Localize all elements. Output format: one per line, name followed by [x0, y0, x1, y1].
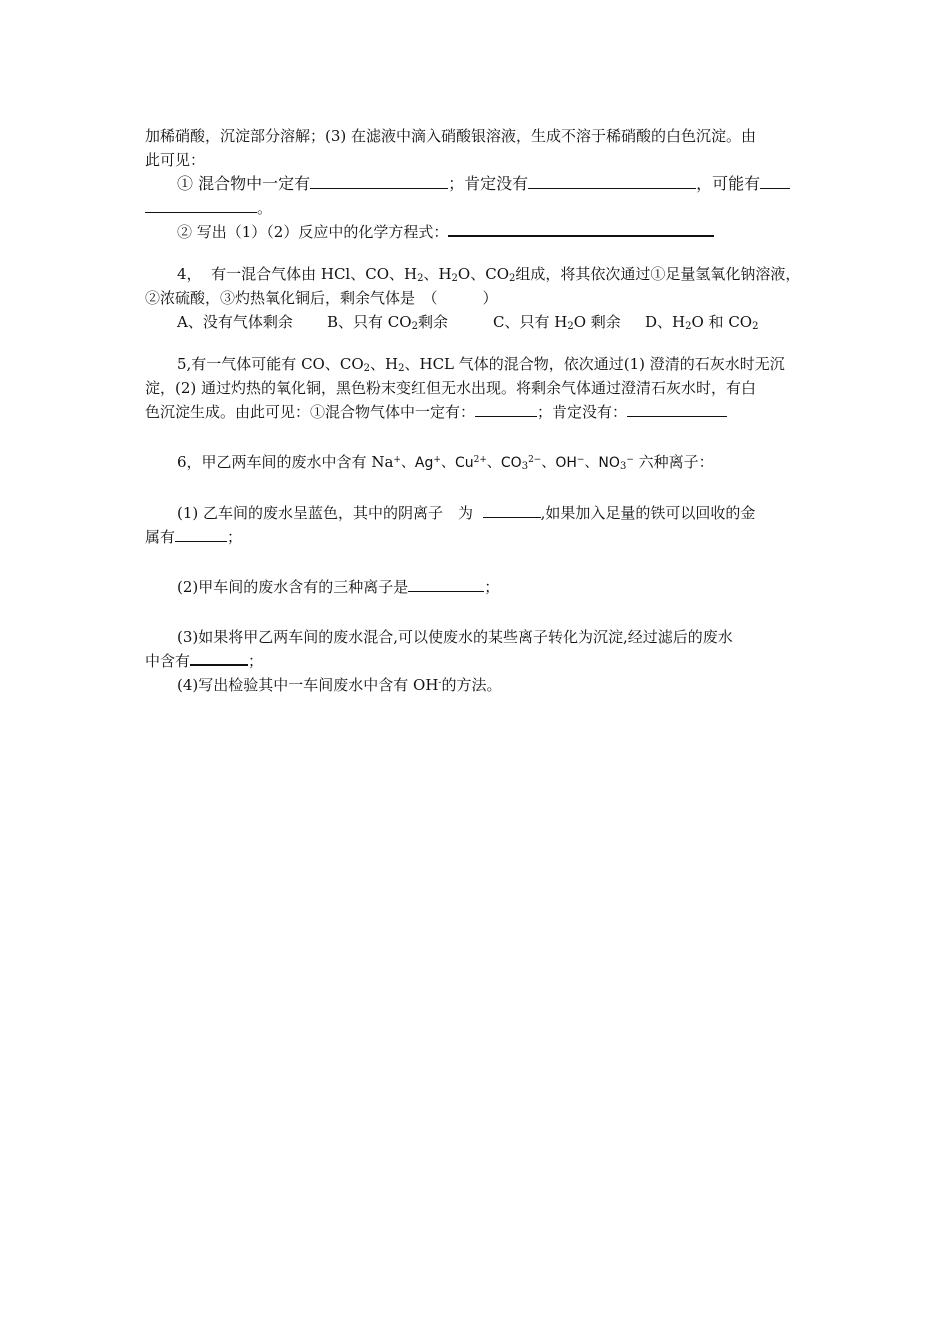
q4-option-c	[493, 310, 645, 334]
q5-text-b: 、H	[370, 355, 399, 373]
q6-part1	[145, 501, 817, 525]
blank-q5-certain	[475, 402, 537, 417]
q3-item2-label: ② 写出（1）（2）反应中的化学方程式：	[177, 223, 449, 241]
q6-intro-a: 6，甲乙两车间的废水中含有 Na	[177, 453, 394, 471]
q6-part1-a: (1) 乙车间的废水呈蓝色，其中的阴离子 为	[177, 504, 474, 522]
q6-intro-c: 、Cu	[440, 455, 474, 471]
q3-item2	[145, 220, 817, 244]
q6-part4-a: (4)写出检验其中一车间废水中含有 OH	[177, 676, 439, 694]
blank-q5-absent	[627, 402, 727, 417]
sub: 2	[752, 321, 759, 332]
sup: 2+	[473, 455, 487, 465]
sup: +	[393, 455, 401, 465]
q4-text-b: 、H	[423, 265, 452, 283]
sub: 2	[363, 363, 371, 374]
q3-item1-label-c: ，可能有	[696, 174, 761, 193]
blank-anions	[483, 503, 541, 518]
q5-line3	[145, 400, 817, 424]
q6-part3: (3)如果将甲乙两车间的废水混合,可以使废水的某些离子转化为沉淀,经过滤后的废水	[177, 628, 733, 646]
q6-part1-b: ,如果加入足量的铁可以回收的金	[540, 504, 756, 522]
q6-part2-a: (2)甲车间的废水含有的三种离子是	[177, 578, 409, 596]
spacer	[145, 244, 817, 262]
q4-option-b-text2: 剩余	[417, 313, 448, 331]
q4-option-b	[327, 310, 493, 334]
q4-option-d-text2: O 和 CO	[691, 313, 753, 331]
q4-text-a: 有一混合气体由 HCl、CO、H	[211, 265, 418, 283]
document-page	[145, 124, 817, 697]
q4-option-d-text: D、H	[645, 313, 686, 331]
q6-part3-c: ；	[248, 652, 264, 670]
q3-line1: 加稀硝酸，沉淀部分溶解；(3) 在滤液中滴入硝酸银溶液，生成不溶于稀硝酸的白色沉淀。由	[145, 127, 757, 145]
q5-text-a: 5,有一气体可能有 CO、CO	[177, 355, 364, 373]
q6-intro	[145, 450, 817, 475]
blank-possible	[760, 174, 790, 189]
q3-item1-label-b: ；肯定没有	[448, 174, 529, 193]
spacer	[145, 424, 817, 450]
q4-options	[145, 310, 817, 334]
sub: 2	[509, 273, 516, 284]
q6-part4	[145, 673, 817, 697]
q4-option-a: A、没有气体剩余	[177, 313, 293, 331]
spacer	[145, 549, 817, 575]
q6-part2	[145, 575, 817, 599]
spacer	[145, 475, 817, 501]
q6-part1-d: ；	[227, 528, 243, 546]
q4-number: 4，	[177, 265, 202, 283]
q6-part4-b: 的方法。	[441, 676, 502, 694]
blank-equation	[448, 221, 714, 237]
sup: -	[438, 678, 442, 688]
sup: −	[626, 455, 634, 465]
blank-metals	[175, 527, 227, 542]
q4-option-c-text: C、只有 H	[493, 313, 568, 331]
q3-item1-cont	[145, 196, 817, 220]
q4-line1	[145, 262, 817, 286]
sup: −	[576, 455, 585, 465]
q6-intro-d: 、CO	[486, 455, 522, 471]
q6-part3-b: 中含有	[145, 652, 191, 670]
sub: 2	[417, 273, 424, 284]
q5-line3-b: ；肯定没有：	[537, 403, 628, 421]
sub: 2	[567, 321, 574, 332]
sup: +	[433, 455, 441, 465]
spacer	[145, 599, 817, 625]
q6-intro-g: 六种离子：	[638, 453, 714, 471]
q5-line1	[145, 352, 817, 376]
q5-line2: 淀，(2) 通过灼热的氧化铜，黑色粉末变红但无水出现。将剩余气体通过澄清石灰水时，有白	[145, 379, 757, 397]
sub: 2	[451, 273, 458, 284]
spacer	[145, 334, 817, 352]
q3-item1-end: 。	[257, 199, 273, 217]
sub: 3	[619, 461, 627, 472]
sup: 2−	[528, 455, 542, 465]
q6-intro-f: 、NO	[584, 455, 620, 471]
q6-part1-c: 属有	[145, 528, 176, 546]
blank-mixed	[190, 650, 248, 666]
blank-possible-cont	[145, 198, 257, 213]
sub: 2	[685, 321, 692, 332]
q4-line2: ②浓硫酸，③灼热氧化铜后，剩余气体是 （ ）	[145, 289, 498, 307]
q4-text-c: O、CO	[457, 265, 509, 283]
q6-part2-b: ；	[484, 578, 500, 596]
q4-option-c-text2: O 剩余	[573, 313, 621, 331]
q3-item1	[145, 172, 817, 196]
q4-text-d: 组成，将其依次通过①足量氢氧化钠溶液，	[515, 265, 801, 283]
sub: 3	[521, 461, 529, 472]
blank-absent	[528, 174, 696, 189]
blank-certain	[310, 174, 448, 189]
blank-three-ions	[408, 577, 484, 592]
q3-item1-label: ① 混合物中一定有	[177, 174, 311, 193]
q6-intro-e: 、OH	[541, 455, 577, 471]
q4-option-d	[645, 310, 758, 334]
q6-part3-cont	[145, 649, 817, 673]
q6-intro-b: 、Ag	[400, 455, 434, 471]
q5-text-c: 、HCL 气体的混合物，依次通过(1) 澄清的石灰水时无沉	[404, 355, 785, 373]
sub: 2	[411, 321, 418, 332]
q6-part1-cont	[145, 525, 817, 549]
q3-line2: 此可见：	[145, 151, 206, 169]
q5-line3-a: 色沉淀生成。由此可见：①混合物气体中一定有：	[145, 403, 476, 421]
sub: 2	[398, 363, 405, 374]
q4-option-b-text: B、只有 CO	[327, 313, 412, 331]
